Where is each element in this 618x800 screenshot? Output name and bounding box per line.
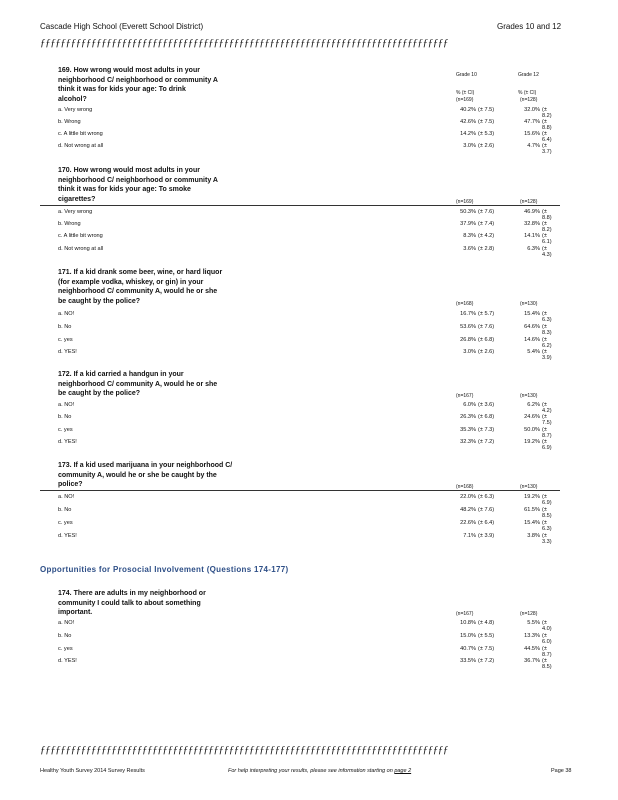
- grade10-ci: (± 7.5): [478, 107, 495, 113]
- grade10-percent: 35.3%: [460, 427, 476, 433]
- grade12-percent: 47.7%: [524, 119, 540, 125]
- option-label: b. No: [58, 507, 72, 513]
- option-label: a. NO!: [58, 620, 75, 626]
- grade10-ci: (± 7.2): [478, 439, 495, 445]
- option-label: a. NO!: [58, 402, 75, 408]
- table-row: [58, 131, 558, 142]
- grade12-percent: 5.5%: [527, 620, 540, 626]
- grade12-ci: (± 8.7): [542, 646, 552, 658]
- grade12-ci: (± 8.8): [542, 209, 552, 221]
- grade12-ci: (± 4.0): [542, 620, 552, 632]
- grade12-ci: (± 6.1): [542, 233, 552, 245]
- grade12-percent: 19.2%: [524, 494, 540, 500]
- grade10-ci: (± 7.6): [478, 209, 495, 215]
- grade12-ci: (± 8.7): [542, 427, 552, 439]
- option-label: b. No: [58, 633, 72, 639]
- n-grade12: (n=130): [520, 393, 538, 399]
- option-label: d. YES!: [58, 349, 77, 355]
- option-label: b. Wrong: [58, 119, 81, 125]
- table-row: [58, 646, 558, 657]
- grade12-ci: (± 7.5): [542, 414, 552, 426]
- grade10-percent: 40.2%: [460, 107, 476, 113]
- option-label: a. Very wrong: [58, 209, 93, 215]
- table-row: [58, 507, 558, 518]
- question-170: [58, 166, 618, 258]
- table-row: [58, 349, 558, 360]
- option-label: d. YES!: [58, 439, 77, 445]
- grade12-percent: 50.0%: [524, 427, 540, 433]
- table-divider: [40, 205, 560, 206]
- grade10-ci: (± 2.6): [478, 349, 495, 355]
- table-row: [58, 658, 558, 669]
- table-row: [58, 311, 558, 322]
- grade12-ci: (± 3.9): [542, 349, 552, 361]
- grade10-ci: (± 6.8): [478, 414, 495, 420]
- grade10-percent: 37.9%: [460, 221, 476, 227]
- option-label: b. No: [58, 324, 72, 330]
- grade12-percent: 61.5%: [524, 507, 540, 513]
- grade12-percent: 64.6%: [524, 324, 540, 330]
- grade10-ci: (± 6.8): [478, 337, 495, 343]
- report-title: Cascade High School (Everett School District): [40, 22, 204, 31]
- grade12-percent: 44.5%: [524, 646, 540, 652]
- grade10-percent: 40.7%: [460, 646, 476, 652]
- grade10-ci: (± 7.4): [478, 221, 495, 227]
- grade12-ci: (± 8.5): [542, 658, 552, 670]
- grade10-ci: (± 7.6): [478, 324, 495, 330]
- grade10-percent: 53.6%: [460, 324, 476, 330]
- grade12-percent: 14.6%: [524, 337, 540, 343]
- option-label: d. Not wrong at all: [58, 143, 104, 149]
- grade10-percent: 26.3%: [460, 414, 476, 420]
- grade12-ci: (± 3.3): [542, 533, 552, 545]
- option-label: d. YES!: [58, 533, 77, 539]
- grade12-ci: (± 8.8): [542, 119, 552, 131]
- section-heading: Opportunities for Prosocial Involvement (Questions 174-177): [40, 565, 289, 574]
- question-text: 172. If a kid carried a handgun in your neighborhood C/ community A, would he or she be caught by the police?: [58, 371, 218, 397]
- n-grade10: (n=167): [456, 393, 474, 399]
- grade12-percent: 24.6%: [524, 414, 540, 420]
- grade10-percent: 26.8%: [460, 337, 476, 343]
- option-label: a. NO!: [58, 494, 75, 500]
- question-169: [58, 66, 618, 155]
- table-row: [58, 324, 558, 335]
- grade12-percent: 46.9%: [524, 209, 540, 215]
- footer-help-label: For help interpreting your results, please see information starting on: [228, 768, 393, 774]
- n-grade12: (n=128): [520, 611, 538, 617]
- table-row: [58, 221, 558, 232]
- grades-label: Grades 10 and 12: [497, 22, 562, 31]
- grade10-percent: 32.3%: [460, 439, 476, 445]
- page-2-link[interactable]: page 2: [394, 768, 412, 774]
- grade12-ci: (± 4.2): [542, 402, 552, 414]
- option-label: c. yes: [58, 427, 73, 433]
- grade12-percent: 14.1%: [524, 233, 540, 239]
- grade10-percent: 22.6%: [460, 520, 476, 526]
- grade12-ci: (± 4.3): [542, 246, 552, 258]
- table-row: [58, 119, 558, 130]
- n-grade10: (n=169): [456, 199, 474, 205]
- grade10-ci: (± 6.4): [478, 520, 495, 526]
- grade10-ci: (± 5.5): [478, 633, 495, 639]
- grade12-percent: 4.7%: [527, 143, 540, 149]
- grade10-ci: (± 2.8): [478, 246, 495, 252]
- grade10-ci: (± 5.3): [478, 131, 495, 137]
- grade10-header: Grade 10: [456, 72, 477, 78]
- table-row: [58, 494, 558, 505]
- question-text: 173. If a kid used marijuana in your neighborhood C/ community A, would he or she be caught by the police?: [58, 462, 233, 488]
- grade10-ci: (± 7.2): [478, 658, 495, 664]
- table-divider: [40, 490, 560, 491]
- n-grade10: (n=168): [456, 301, 474, 307]
- grade10-percent: 3.0%: [463, 143, 476, 149]
- grade12-percent: 15.4%: [524, 311, 540, 317]
- question-172: [58, 370, 618, 451]
- footer-decoration: ƒƒƒƒƒƒƒƒƒƒƒƒƒƒƒƒƒƒƒƒƒƒƒƒƒƒƒƒƒƒƒƒƒƒƒƒƒƒƒƒƒƒƒƒƒƒƒƒƒƒƒƒƒƒƒƒƒƒƒƒƒƒƒƒƒƒƒƒƒƒƒƒƒƒƒƒƒƒƒƒ: [40, 744, 449, 756]
- question-text: 169. How wrong would most adults in your neighborhood C/ neighborhood or community A think it was for kids your age: To drink alcohol?: [58, 67, 218, 103]
- option-label: d. Not wrong at all: [58, 246, 104, 252]
- n-grade10: (n=169): [456, 97, 474, 103]
- option-label: d. YES!: [58, 658, 77, 664]
- grade10-percent: 3.6%: [463, 246, 476, 252]
- grade12-ci: (± 3.7): [542, 143, 552, 155]
- option-label: c. yes: [58, 337, 73, 343]
- table-row: [58, 402, 558, 413]
- option-label: c. yes: [58, 646, 73, 652]
- n-grade12: (n=128): [520, 97, 538, 103]
- table-row: [58, 233, 558, 244]
- question-174: [58, 589, 618, 670]
- grade12-ci: (± 8.2): [542, 221, 552, 233]
- grade12-ci: (± 6.9): [542, 439, 552, 451]
- option-label: a. Very wrong: [58, 107, 93, 113]
- grade10-ci: (± 5.7): [478, 311, 495, 317]
- question-173: [58, 461, 618, 545]
- grade10-percent: 14.2%: [460, 131, 476, 137]
- grade12-ci: (± 6.4): [542, 131, 552, 143]
- grade12-ci: (± 8.5): [542, 507, 552, 519]
- grade10-ci: (± 7.5): [478, 119, 495, 125]
- grade12-ci: (± 6.3): [542, 311, 552, 323]
- grade10-ci: (± 7.3): [478, 427, 495, 433]
- grade12-percent: 3.8%: [527, 533, 540, 539]
- table-row: [58, 620, 558, 631]
- n-grade12: (n=130): [520, 484, 538, 490]
- grade10-percent: 48.2%: [460, 507, 476, 513]
- table-row: [58, 143, 558, 154]
- option-label: c. yes: [58, 520, 73, 526]
- n-grade10: (n=167): [456, 611, 474, 617]
- grade12-percent: 32.8%: [524, 221, 540, 227]
- grade12-percent: 32.0%: [524, 107, 540, 113]
- grade10-ci: (± 6.3): [478, 494, 495, 500]
- option-label: b. Wrong: [58, 221, 81, 227]
- grade12-percent: 6.3%: [527, 246, 540, 252]
- table-row: [58, 107, 558, 118]
- grade12-percent: 19.2%: [524, 439, 540, 445]
- question-text: 171. If a kid drank some beer, wine, or hard liquor (for example vodka, whiskey, or gin) in your neighborhood C/ community A, would he or she be caught by the police?: [58, 269, 223, 305]
- grade10-ci: (± 4.2): [478, 233, 495, 239]
- grade10-percent: 42.6%: [460, 119, 476, 125]
- grade10-ci: (± 7.5): [478, 646, 495, 652]
- grade10-percent: 22.0%: [460, 494, 476, 500]
- grade12-ci: (± 8.2): [542, 107, 552, 119]
- table-row: [58, 533, 558, 544]
- grade12-percent: 13.3%: [524, 633, 540, 639]
- grade12-header: Grade 12: [518, 72, 539, 78]
- grade12-pct-header: % (± CI): [518, 90, 537, 96]
- grade10-percent: 6.0%: [463, 402, 476, 408]
- grade10-percent: 15.0%: [460, 633, 476, 639]
- table-row: [58, 427, 558, 438]
- question-text: 174. There are adults in my neighborhood or community I could talk to about something important.: [58, 590, 206, 616]
- grade10-percent: 8.3%: [463, 233, 476, 239]
- grade10-pct-header: % (± CI): [456, 90, 475, 96]
- grade10-ci: (± 3.9): [478, 533, 495, 539]
- table-row: [58, 209, 558, 220]
- grade12-ci: (± 8.3): [542, 324, 552, 336]
- grade12-percent: 15.4%: [524, 520, 540, 526]
- option-label: c. A little bit wrong: [58, 131, 103, 137]
- n-grade10: (n=168): [456, 484, 474, 490]
- grade12-ci: (± 6.2): [542, 337, 552, 349]
- grade10-ci: (± 7.6): [478, 507, 495, 513]
- option-label: a. NO!: [58, 311, 75, 317]
- table-row: [58, 414, 558, 425]
- option-label: b. No: [58, 414, 72, 420]
- grade12-percent: 36.7%: [524, 658, 540, 664]
- grade10-percent: 33.5%: [460, 658, 476, 664]
- question-text: 170. How wrong would most adults in your neighborhood C/ neighborhood or community A think it was for kids your age: To smoke cigarettes?: [58, 167, 218, 203]
- footer-survey-title: Healthy Youth Survey 2014 Survey Results: [40, 768, 145, 774]
- table-row: [58, 439, 558, 450]
- grade10-ci: (± 2.6): [478, 143, 495, 149]
- footer-help-text: [228, 768, 411, 774]
- grade12-ci: (± 6.0): [542, 633, 552, 645]
- n-grade12: (n=130): [520, 301, 538, 307]
- grade10-ci: (± 4.8): [478, 620, 495, 626]
- header-decoration: ƒƒƒƒƒƒƒƒƒƒƒƒƒƒƒƒƒƒƒƒƒƒƒƒƒƒƒƒƒƒƒƒƒƒƒƒƒƒƒƒƒƒƒƒƒƒƒƒƒƒƒƒƒƒƒƒƒƒƒƒƒƒƒƒƒƒƒƒƒƒƒƒƒƒƒƒƒƒƒƒ: [40, 37, 449, 49]
- grade12-ci: (± 6.9): [542, 494, 552, 506]
- table-row: [58, 337, 558, 348]
- table-row: [58, 633, 558, 644]
- grade10-percent: 3.0%: [463, 349, 476, 355]
- table-row: [58, 246, 558, 257]
- grade12-percent: 15.6%: [524, 131, 540, 137]
- grade10-percent: 7.1%: [463, 533, 476, 539]
- grade12-percent: 6.2%: [527, 402, 540, 408]
- grade12-ci: (± 6.3): [542, 520, 552, 532]
- question-171: [58, 268, 618, 361]
- option-label: c. A little bit wrong: [58, 233, 103, 239]
- grade10-percent: 50.3%: [460, 209, 476, 215]
- grade10-ci: (± 3.6): [478, 402, 495, 408]
- grade10-percent: 16.7%: [460, 311, 476, 317]
- grade10-percent: 10.8%: [460, 620, 476, 626]
- page-number: Page 38: [551, 768, 572, 774]
- table-row: [58, 520, 558, 531]
- n-grade12: (n=128): [520, 199, 538, 205]
- grade12-percent: 5.4%: [527, 349, 540, 355]
